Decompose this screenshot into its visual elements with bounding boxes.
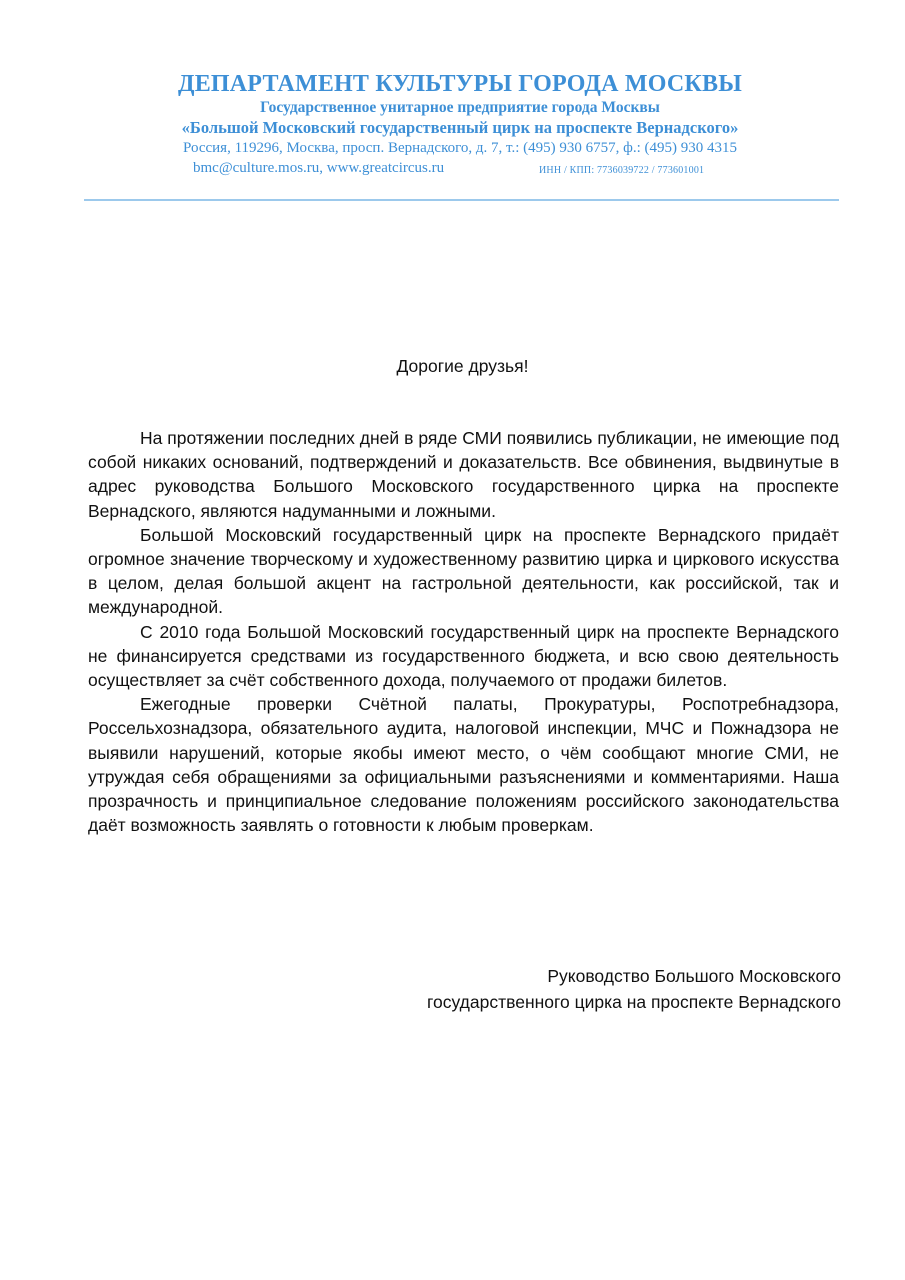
signature-line-1: Руководство Большого Московского xyxy=(547,966,841,986)
letterhead-divider xyxy=(84,199,839,201)
paragraph: На протяжении последних дней в ряде СМИ появились публикации, не имеющие под собой никаких оснований, подтверждений и доказательств. Все обвинения, выдвинутые в адрес руководства Большого Московского государственного цирка на проспекте Вернадского, являются надуманными и ложными. xyxy=(88,428,839,521)
enterprise-subtitle: Государственное унитарное предприятие города Москвы xyxy=(260,99,660,116)
letterhead xyxy=(80,70,840,178)
contacts-line xyxy=(80,158,840,178)
address-line: Россия, 119296, Москва, просп. Вернадского, д. 7, т.: (495) 930 6757, ф.: (495) 930 4315 xyxy=(183,140,737,156)
paragraph: С 2010 года Большой Московский государственный цирк на проспекте Вернадского не финансируется средствами из государственного бюджета, и всю свою деятельность осуществляет за счёт собственного дохода, получаемого от продажи билетов. xyxy=(88,621,839,691)
email-website: bmc@culture.mos.ru, www.greatcircus.ru xyxy=(193,160,445,176)
department-title: ДЕПАРТАМЕНТ КУЛЬТУРЫ ГОРОДА МОСКВЫ xyxy=(177,71,742,97)
letter-body xyxy=(88,426,839,837)
inn-kpp: ИНН / КПП: 7736039722 / 773601001 xyxy=(539,165,705,176)
paragraph: Ежегодные проверки Счётной палаты, Прокуратуры, Роспотребнадзора, Россельхознадзора, обязательного аудита, налоговой инспекции, МЧС и Пожнадзора не выявили нарушений, которые якобы имеют место, о чём сообщают многие СМИ, не утруждая себя обращениями за официальными разъяснениями и комментариями. Наша прозрачность и принципиальное следование положениям российского законодательства даёт возможность заявлять о готовности к любым проверкам. xyxy=(88,694,839,836)
signature-block xyxy=(427,963,841,1015)
salutation: Дорогие друзья! xyxy=(396,356,529,376)
paragraph: Большой Московский государственный цирк на проспекте Вернадского придаёт огромное значение творческому и художественному развитию цирка и циркового искусства в целом, делая большой акцент на гастрольной деятельности, как российской, так и международной. xyxy=(88,524,839,618)
organization-name: «Большой Московский государственный цирк на проспекте Вернадского» xyxy=(181,118,739,137)
signature-line-2: государственного цирка на проспекте Вернадского xyxy=(427,992,841,1012)
